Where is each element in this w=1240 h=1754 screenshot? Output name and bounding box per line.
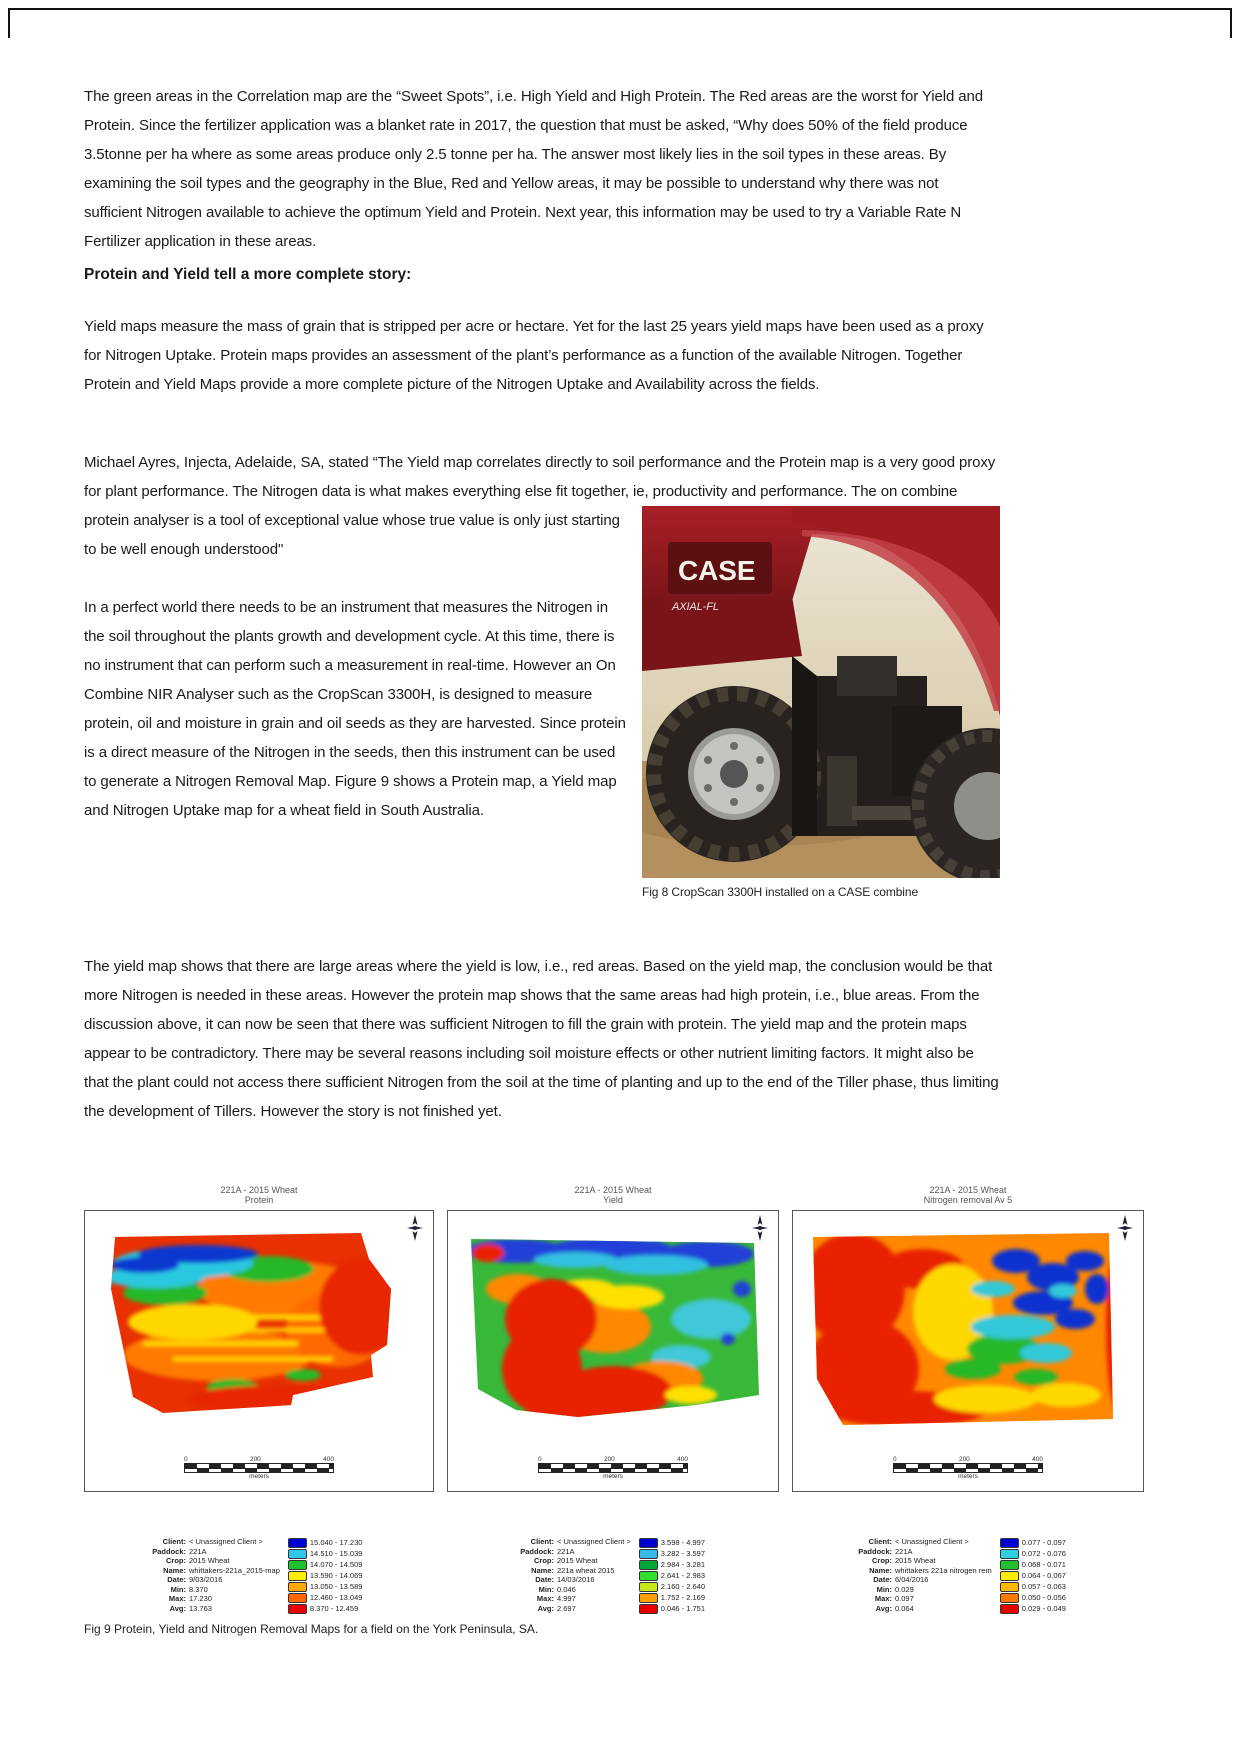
legend-swatch xyxy=(288,1593,307,1603)
paragraph-michael-ayres-text: Michael Ayres, Injecta, Adelaide, SA, stated “The Yield map correlates directly to soil performance and the Protein map is a very good proxy for plant performance. The Nitrogen data is what makes everything else fit together, ie, productivity and performance. The on combine protein analyser is a tool of exceptional value whose true value is only just starting to be well enough understood" xyxy=(84,454,996,558)
map-box-nitrogen xyxy=(792,1210,1144,1492)
paragraph-yield-map-shows: The yield map shows that there are large areas where the yield is low, i.e., red areas. Based on the yield map, the conclusion would be that more Nitrogen is needed in these areas. However the protein map shows that the same areas had high protein, i.e., blue areas. From the discussion above, it can now be seen that there was sufficient Nitrogen to fill the grain with protein. The yield map and the protein maps appear to be contradictory. There may be several reasons including soil moisture effects or other nutrient limiting factors. It might also be that the plant could not access there sufficient Nitrogen from the soil at the time of planting and up to the end of the Tiller phase, thus limiting the development of Tillers. However the story is not finished yet. xyxy=(84,958,999,1120)
legend-swatch xyxy=(1000,1560,1019,1570)
fig9-caption: Fig 9 Protein, Yield and Nitrogen Removal Maps for a field on the York Peninsula, SA. xyxy=(84,1622,539,1636)
map-box-yield xyxy=(447,1210,779,1492)
scale-bar: 0 200 400 meters xyxy=(893,1456,1043,1480)
legend-swatches: 0.077 - 0.097 0.072 - 0.076 0.068 - 0.071 0.064 - 0.067 0.057 - 0.063 0.050 - 0.056 0.029 - 0.049 xyxy=(1000,1537,1066,1614)
field-map-yield xyxy=(456,1227,770,1432)
legend-info: Client: < Unassigned Client > Paddock: 221A Crop: 2015 Wheat Name: whittakers-221a_2015-map Date: 9/03/2016 Min: 8.370 Max: 17.230 Avg: 13.763 xyxy=(152,1537,280,1613)
legend-info: Client: < Unassigned Client > Paddock: 221A Crop: 2015 Wheat Name: 221a wheat 2015 Date: 14/03/2016 Min: 0.046 Max: 4.997 Avg: 2.697 xyxy=(520,1537,631,1613)
figure-8 xyxy=(642,506,1000,900)
legend-swatch xyxy=(1000,1538,1019,1548)
legend-swatch xyxy=(288,1582,307,1592)
paragraph-yield-maps: Yield maps measure the mass of grain that is stripped per acre or hectare. Yet for the last 25 years yield maps have been used as a proxy for Nitrogen Uptake. Protein maps provides an assessment of the plant’s performance as a function of the available Nitrogen. Together Protein and Yield Maps provide a more complete picture of the Nitrogen Uptake and Availability across the fields. xyxy=(84,318,984,393)
legend-swatch xyxy=(1000,1549,1019,1559)
legend-swatch xyxy=(1000,1593,1019,1603)
map-title-yield: 221A - 2015 Wheat Yield xyxy=(574,1185,652,1205)
page-border-left xyxy=(8,8,10,38)
legend-swatch xyxy=(639,1582,658,1592)
page-border-right xyxy=(1230,8,1232,38)
combine-photo xyxy=(642,506,1000,878)
field-map-protein xyxy=(93,1227,425,1432)
figure-9-maps xyxy=(84,1185,1164,1655)
combine-brand-text: CASE xyxy=(678,555,756,586)
combine-model-text: AXIAL-FL xyxy=(672,601,719,613)
legend-swatch xyxy=(639,1571,658,1581)
legend-swatch xyxy=(288,1538,307,1548)
wrapped-text-region xyxy=(84,448,1000,1126)
legend-info: Client: < Unassigned Client > Paddock: 221A Crop: 2015 Wheat Name: whittakers 221a nitrogen rem Date: 6/04/2016 Min: 0.029 Max: 0.097 Avg: 0.064 xyxy=(858,1537,992,1613)
field-map-nitrogen xyxy=(801,1227,1135,1432)
legend-swatch xyxy=(1000,1571,1019,1581)
map-title-nitrogen: 221A - 2015 Wheat Nitrogen removal Av 5 xyxy=(923,1185,1013,1205)
legend-swatch xyxy=(639,1560,658,1570)
map-box-protein xyxy=(84,1210,434,1492)
legend-swatch xyxy=(288,1560,307,1570)
legend-swatch xyxy=(639,1538,658,1548)
legend-swatch xyxy=(288,1549,307,1559)
section-heading: Protein and Yield tell a more complete story: xyxy=(84,266,412,283)
legend-swatch xyxy=(288,1571,307,1581)
legend-swatch xyxy=(639,1604,658,1614)
legend-yield xyxy=(496,1537,705,1614)
legend-swatch xyxy=(639,1593,658,1603)
fig8-caption: Fig 8 CropScan 3300H installed on a CASE combine xyxy=(642,885,919,899)
map-panel-protein xyxy=(84,1185,434,1492)
legend-swatch xyxy=(639,1549,658,1559)
paragraph-correlation-map: The green areas in the Correlation map are the “Sweet Spots”, i.e. High Yield and High Protein. The Red areas are the worst for Yield and Protein. Since the fertilizer application was a blanket rate in 2017, the question that must be asked, “Why does 50% of the field produce 3.5tonne per ha where as some areas produce only 2.5 tonne per ha. The answer most likely lies in the soil types in these areas. By examining the soil types and the geography in the Blue, Red and Yellow areas, it may be possible to understand why there was not sufficient Nitrogen available to achieve the optimum Yield and Protein. Next year, this information may be used to try a Variable Rate N Fertilizer application in these areas. xyxy=(84,88,984,250)
map-title-protein: 221A - 2015 Wheat Protein xyxy=(220,1185,298,1205)
map-panel-yield xyxy=(447,1185,779,1492)
page-border-top xyxy=(8,8,1232,10)
legend-swatches: 3.598 - 4.997 3.282 - 3.597 2.984 - 3.281 2.641 - 2.983 2.160 - 2.640 1.752 - 2.169 0.046 - 1.751 xyxy=(639,1537,705,1614)
map-panel-nitrogen xyxy=(792,1185,1144,1492)
legend-swatch xyxy=(1000,1604,1019,1614)
legend-swatches: 15.040 - 17.230 14.510 - 15.039 14.070 - 14.509 13.590 - 14.069 13.050 - 13.589 12.460 - 13.049 8.370 - 12.459 xyxy=(288,1537,363,1614)
combine-photo-illustration xyxy=(642,506,1000,878)
paragraph-perfect-world: In a perfect world there needs to be an instrument that measures the Nitrogen in the soil throughout the plants growth and development cycle. At this time, there is no instrument that can perform such a measurement in real-time. However an On Combine NIR Analyser such as the CropScan 3300H, is designed to measure protein, oil and moisture in grain and oil seeds as they are harvested. Since protein is a direct measure of the Nitrogen in the seeds, then this instrument can be used to generate a Nitrogen Removal Map. Figure 9 shows a Protein map, a Yield map and Nitrogen Uptake map for a wheat field in South Australia. xyxy=(84,599,626,819)
legend-swatch xyxy=(1000,1582,1019,1592)
legend-swatch xyxy=(288,1604,307,1614)
scale-bar: 0 200 400 meters xyxy=(184,1456,334,1480)
legend-protein xyxy=(128,1537,362,1614)
scale-bar: 0 200 400 meters xyxy=(538,1456,688,1480)
legend-nitrogen xyxy=(834,1537,1066,1614)
